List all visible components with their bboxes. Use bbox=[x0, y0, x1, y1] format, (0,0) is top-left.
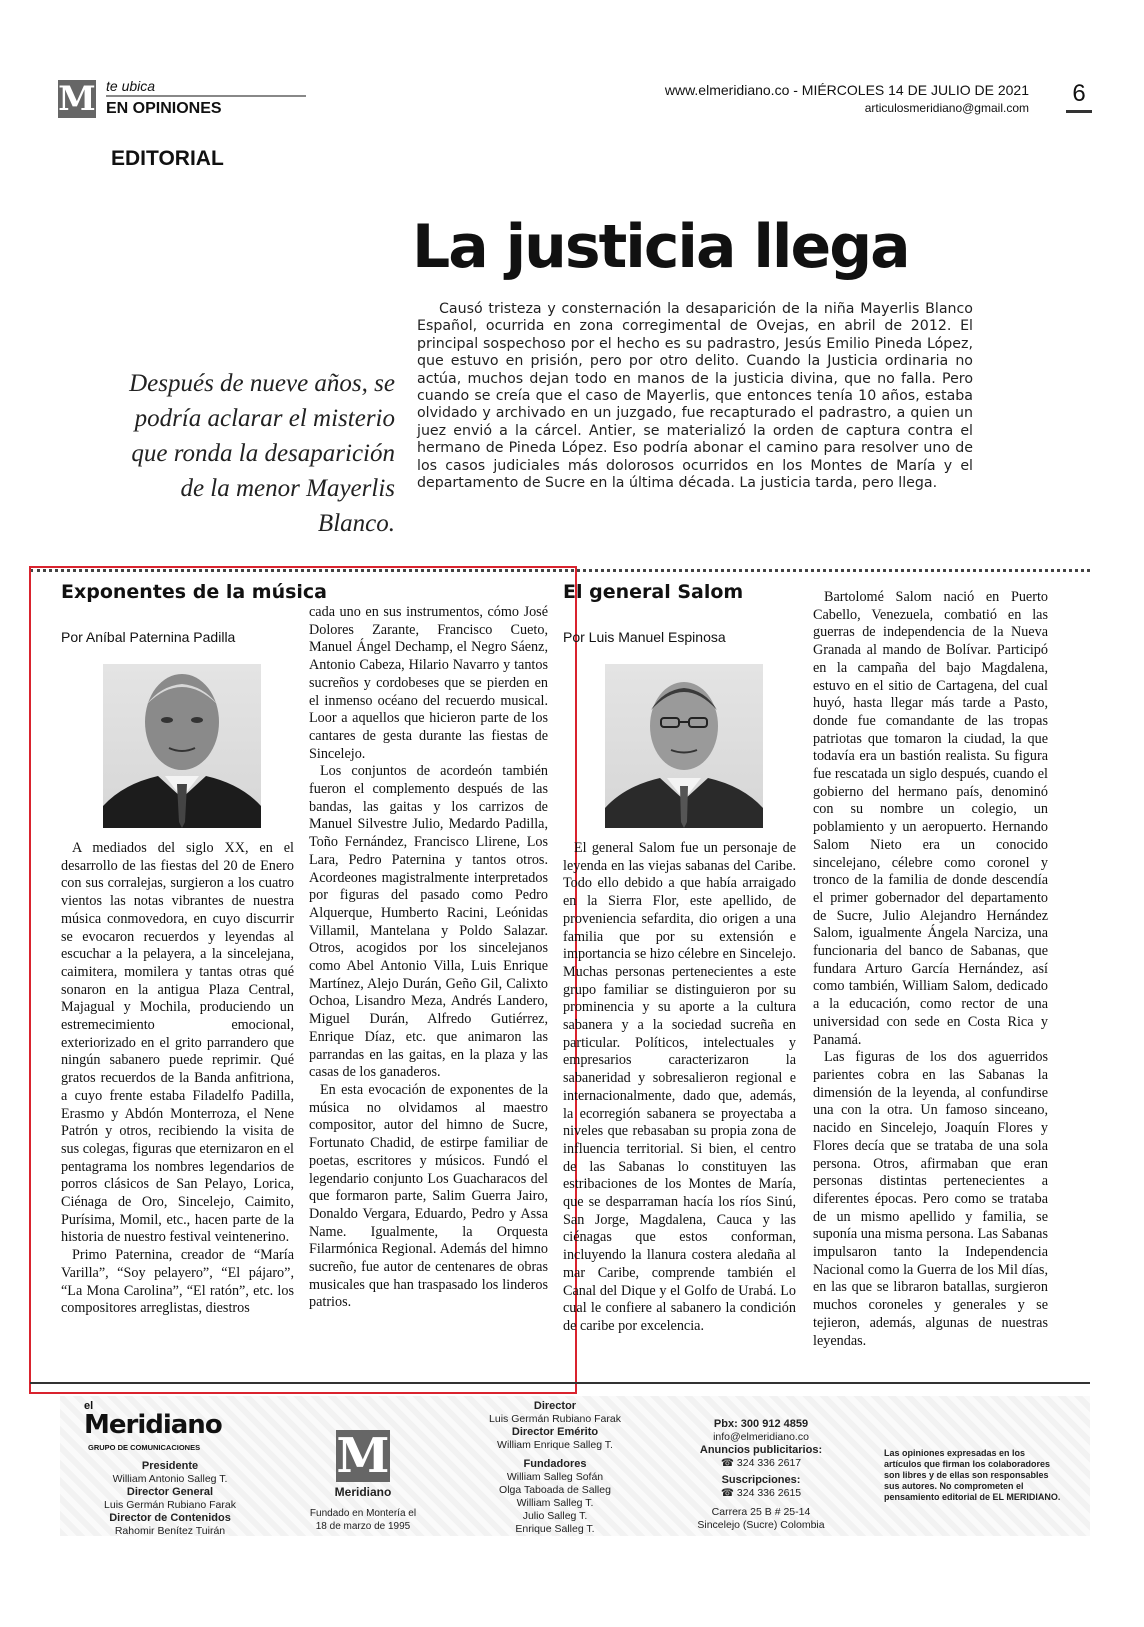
meridiano-logo: M bbox=[58, 79, 96, 119]
article1-paragraph: Primo Paternina, creador de “María Varilla”, “Soy pelayero”, “El pájaro”, “La Mona Carolina”, “El ratón”, etc. los compositores arreglistas, diestros bbox=[61, 1247, 294, 1317]
article1-byline: Por Aníbal Paternina Padilla bbox=[61, 629, 236, 645]
footer-brand-name: Meridiano bbox=[84, 1410, 222, 1440]
footer-disclaimer: Las opiniones expresadas en los artículos que firman los colaboradores son libres y de ellas son responsables sus autores. No comprometen el pensamiento editorial de EL MERIDIANO. bbox=[884, 1448, 1061, 1502]
article1-title: Exponentes de la música bbox=[61, 581, 327, 603]
emerito-label: Director Emérito bbox=[511, 1426, 599, 1438]
portrait-icon bbox=[103, 664, 261, 828]
suscripciones-label: Suscripciones: bbox=[721, 1474, 801, 1486]
article1-author-photo bbox=[103, 664, 261, 828]
category-label: EDITORIAL bbox=[111, 147, 224, 170]
director-general-label: Director General bbox=[126, 1486, 214, 1498]
portrait-icon bbox=[605, 664, 763, 828]
address-line-2: Sincelejo (Sucre) Colombia bbox=[697, 1519, 825, 1531]
presidente-label: Presidente bbox=[141, 1460, 199, 1472]
editorial-headline: La justicia llega bbox=[412, 212, 909, 282]
info-email: info@elmeridiano.co bbox=[713, 1431, 809, 1443]
meridiano-mark: M bbox=[336, 1428, 390, 1484]
article2-column-2 bbox=[813, 589, 1048, 1350]
fundador-name: William Salleg T. bbox=[516, 1497, 594, 1509]
emerito-name: William Enrique Salleg T. bbox=[497, 1439, 613, 1451]
article1-paragraph: A mediados del siglo XX, en el desarrollo de las fiestas del 20 de Enero con sus corralejas, surgieron a los cuatro vientos las notas vibrantes de nuestra música conmovedora, en cuyo discurrir se evocaron recuerdos y leyendas al escuchar a la pelayera, a la sincelejana, caimitera, momilera y tantas otras qué sonaron en la antigua Plaza Central, Majagual y Mochila, produciendo un estremecimiento emocional, exteriorizado en el grito parrandero que ningún sabanero puede reprimir. Qué gratos recuerdos de la Banda anfitriona, a cuyo frente estaba Filadelfo Padilla, Erasmo y Abdón Monterroza, el Nene Patrón y otros, recibiendo la visita de sus colegas, figuras que eternizaron en el pentagrama los nombres legendarios de porros clásicos de San Pelayo, Lorica, Ciénaga de Oro, Sincelejo, Caimito, Purísima, Momil, etc., hacen parte de la historia de nuestro festival veintenerino. bbox=[61, 840, 294, 1246]
article2-title: El general Salom bbox=[563, 581, 744, 603]
section-name: EN OPINIONES bbox=[106, 100, 222, 117]
director-contenidos-name: Rahomir Benítez Tuirán bbox=[114, 1525, 226, 1537]
footer-contact bbox=[676, 1418, 846, 1532]
section-rule bbox=[106, 95, 306, 97]
article2-author-photo bbox=[605, 664, 763, 828]
article1-paragraph: En esta evocación de exponentes de la música no olvidamos al maestro compositor, autor del himno de Sucre, Fortunato Chadid, de estirpe familiar de poetas, escritores y músicos. Fundó el legendario conjunto Los Guacharacos del que formaron parte, Salim Guerra Jairo, Donaldo Vergara, Eduardo, Pedro y Assa Name. Igualmente, la Orquesta Filarmónica Regional. Además del himno sucreño, fue autor de centenares de obras musicales que han traspasado los linderos patrios. bbox=[309, 1081, 548, 1311]
pull-quote: Después de nueve años, se podría aclarar el misterio que ronda la desaparición de la menor Mayerlis Blanco. bbox=[129, 370, 395, 537]
article2-byline: Por Luis Manuel Espinosa bbox=[563, 629, 726, 645]
article1-paragraph: Los conjuntos de acordeón también fueron el complemento después de las bandas, las gaitas y los carrizos de Manuel Silvestre Julio, Medardo Padilla, Toño Fernández, Francisco Llirene, Los Lara, Pedro Paternina y tantos otros. Acordeones magistralmente interpretados por figuras del pasado como Pedro Alquerque, Humberto Racini, Leónidas Villamil, Mantelana y Poldo Salazar. Otros, acogidos por los sincelejanos como Abel Antonio Villa, Luis Enrique Martínez, Alejo Durán, Geño Gil, Calixto Ochoa, Lisandro Meza, Andrés Landero, Miguel Durán, Alfredo Gutiérrez, Enrique Díaz, etc. que animaron las parrandas en las gaitas, en la plaza y las casas de los ganaderos. bbox=[309, 763, 548, 1081]
mark-name: Meridiano bbox=[334, 1485, 392, 1499]
article2-paragraph: Bartolomé Salom nació en Puerto Cabello, Venezuela, combatió en las guerras de independencia de la Nueva Granada al mando de Bolívar. Participó en la campaña del bajo Magdalena, estuvo en el sitio de Cartagena, del cual huyó, hasta llegar más tarde a Pasto, donde fue comandante de las tropas patriotas que tomaron la ciudad, la que todavía era un bastión realista. Su figura fue rescatada un siglo después, cuando el gobierno del hermano país, denominó con su nombre un colegio, un poblamiento y un aeropuerto. Hernando Salom Nieto era un conocido sincelejano, célebre como coronel y tronco de la familia de donde descendía el primer gobernador del departamento de Sucre, Julio Alejandro Hernández Salom, igualmente Ángela Narciza, una funcionaria del banco de Sabanas, que fundara Arturo García Hernández, así como también, William Salom, dedicado a la educación, como rector de una universidad con sede en Costa Rica y Panamá. bbox=[813, 589, 1048, 1048]
header-info bbox=[665, 82, 1029, 115]
pbx-number: Pbx: 300 912 4859 bbox=[713, 1418, 809, 1430]
presidente-name: William Antonio Salleg T. bbox=[112, 1473, 228, 1485]
article2-paragraph: El general Salom fue un personaje de leyenda en las viejas sabanas del Caribe. Todo ello debido a que había arraigado en la Sierra Flor, este apellido, de proveniencia sefardita, dio origen a una familia que por su extensión e importancia se hizo célebre en Sincelejo. Muchas personas pertenecientes a este grupo familiar se distinguieron por su prominencia y su aporte a la cultura sabanera y a la sociedad sucreña en particular. Políticos, intelectuales y empresarios caracterizaron la sabaneridad y sobresalieron regional e internacionalmente, dado que, además, la ecorregión sabanera se proyectaba a niveles que rebasaban su propia zona de influencia territorial. Si bien, el centro de las Sabanas lo constituyen las estribaciones de los Montes de María, que se desparraman hacía los ríos Sinú, San Jorge, Magdalena, Cauca y las ciénagas que estos conforman, incluyendo la llanura costera aledaña al mar Caribe, comprende también el Canal del Dique y el Golfo de Urabá. Lo cual le confiere al sabanero la condición de caribe por excelencia. bbox=[563, 840, 796, 1334]
article2-column-1 bbox=[563, 840, 796, 1336]
anuncios-number: 324 336 2617 bbox=[736, 1457, 802, 1469]
page-number: 6 bbox=[1066, 80, 1092, 113]
whatsapp-icon: ☎ bbox=[720, 1487, 734, 1499]
editorial-lead: Causó tristeza y consternación la desaparición de la niña Mayerlis Blanco Español, ocurrida en zona corregimental de Ovejas, en abril de 2012. El principal sospechoso por el hecho es su padrastro, Jesús Emilio Pineda López, que estuvo en prisión, pero por otro delito. Cuando la Justicia ordinaria no actúa, muchos dejan todo en manos de la justicia divina, que no falla. Pero cuando se creía que el caso de Mayerlis, que entonces tenía 10 años, estaba olvidado y archivado en un juzgado, fue recapturado el padrastro, a quien un juez envió a la cárcel. Antier, se materializó la orden de captura contra el hermano de Pineda López. Eso podría abonar el camino para resolver uno de los casos judiciales más dolorosos ocurridos en los Montes de María y el departamento de Sucre en la última década. La justicia tarda, pero llega. bbox=[417, 301, 973, 492]
date-line: www.elmeridiano.co - MIÉRCOLES 14 DE JULIO DE 2021 bbox=[664, 82, 1029, 98]
director-label: Director bbox=[533, 1400, 577, 1412]
founded-note: Fundado en Montería el 18 de marzo de 1995 bbox=[309, 1508, 417, 1532]
article1-column-1 bbox=[61, 840, 294, 1318]
article2-paragraph: Las figuras de los dos aguerridos parientes cobra en las Sabanas la dimensión de la leyenda, al confundirse una con la otra. Un famoso sinceano, nacido en Sincelejo, Joaquín Flores y Flores decía que se trataba de una sola persona. Otros, afirmaban que eran personas distintas pertenecientes a diferentes épocas. Pero como se trataba de un mismo apellido y familia, se suponía una misma persona. Las Sabanas impulsaron tanto la Independencia Nacional como la Guerra de los Mil días, en las que se libraron batallas, surgieron muchos coroneles y generales y se tejieron, además, algunas de nuestras leyendas. bbox=[813, 1049, 1048, 1349]
whatsapp-icon: ☎ bbox=[720, 1457, 734, 1469]
footer-brand-el: el bbox=[84, 1400, 94, 1412]
header-email: articulosmeridiano@gmail.com bbox=[864, 101, 1029, 115]
anuncios-label: Anuncios publicitarios: bbox=[699, 1444, 823, 1456]
fundadores-label: Fundadores bbox=[523, 1458, 587, 1470]
fundador-name: William Salleg Sofán bbox=[506, 1471, 604, 1483]
footer-executives bbox=[70, 1460, 270, 1538]
fundador-name: Enrique Salleg T. bbox=[515, 1523, 595, 1535]
header-tagline: te ubica bbox=[106, 78, 156, 94]
director-general-name: Luis Germán Rubiano Farak bbox=[104, 1499, 236, 1511]
article1-column-2 bbox=[309, 604, 548, 1312]
fundador-name: Olga Taboada de Salleg bbox=[499, 1484, 611, 1496]
suscripciones-number: 324 336 2615 bbox=[736, 1487, 802, 1499]
footer-rule bbox=[30, 1382, 1090, 1384]
director-contenidos-label: Director de Contenidos bbox=[109, 1512, 231, 1524]
footer-brand-sub: GRUPO DE COMUNICACIONES bbox=[88, 1443, 201, 1452]
address-line-1: Carrera 25 B # 25-14 bbox=[711, 1506, 811, 1518]
footer-directors bbox=[470, 1400, 640, 1536]
article1-paragraph: cada uno en sus instrumentos, cómo José Dolores Zarante, Francisco Cueto, Manuel Ángel Dechamp, el Negro Sáenz, Antonio Cabeza, Hilario Navarro y tantos sucreños y cordobeses que se pierden en el inmenso océano del recuerdo musical. Loor a aquellos que hicieron parte de los cantares de gesta durante las fiestas de Sincelejo. bbox=[309, 604, 548, 762]
fundador-name: Julio Salleg T. bbox=[522, 1510, 588, 1522]
director-name: Luis Germán Rubiano Farak bbox=[489, 1413, 621, 1425]
